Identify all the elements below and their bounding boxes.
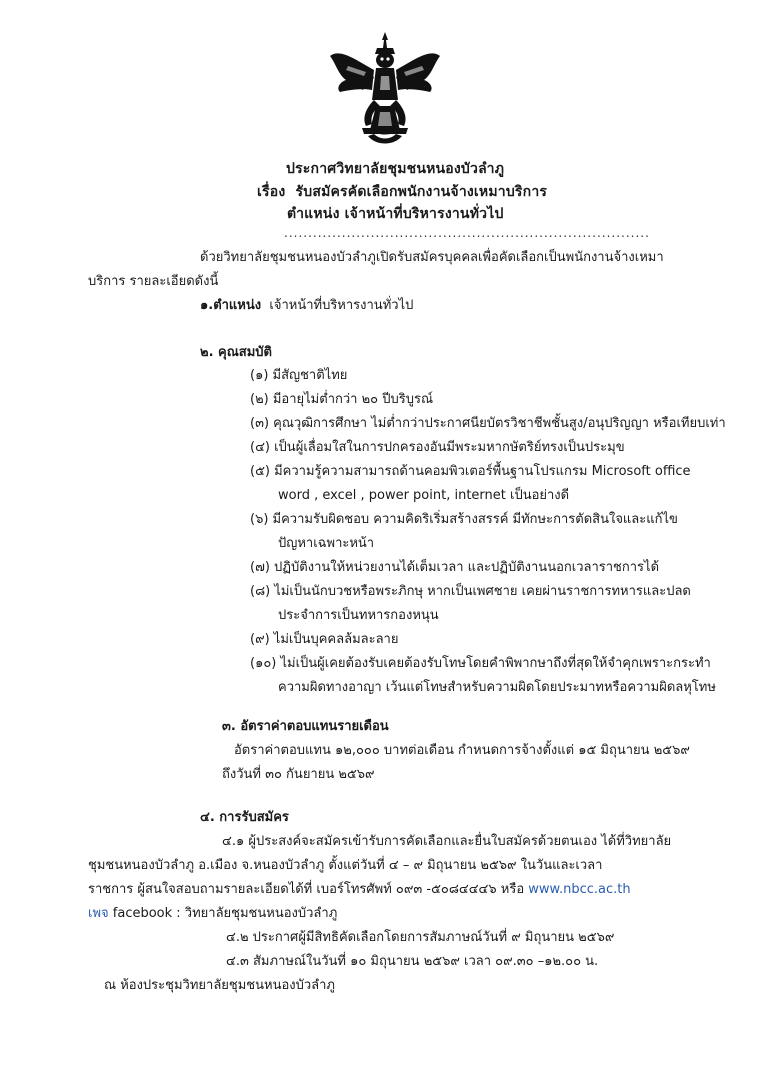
interview-line-2: ณ ห้องประชุมวิทยาลัยชุมชนหนองบัวลำภู — [104, 978, 335, 993]
announce-line: ๔.๒ ประกาศผู้มีสิทธิคัดเลือกโดยการสัมภาษณ์วันที่ ๙ มิถุนายน ๒๕๖๙ — [226, 930, 615, 945]
qualification-item-cont: word , excel , power point, internet เป็นอย่างดี — [278, 488, 570, 503]
section-1-heading: ๑.ตำแหน่ง — [200, 298, 262, 313]
section-2-heading: ๒. คุณสมบัติ — [200, 345, 272, 360]
qualification-item: (๔) เป็นผู้เลื่อมใสในการปกครองอันมีพระมหากษัตริย์ทรงเป็นประมุข — [250, 440, 625, 455]
qualification-item: (๓) คุณวุฒิการศึกษา ไม่ต่ำกว่าประกาศนียบัตรวิชาชีพชั้นสูง/อนุปริญญา หรือเทียบเท่า — [250, 416, 726, 431]
subject-line — [257, 181, 547, 203]
qualification-item: (๙) ไม่เป็นบุคคลล้มละลาย — [250, 632, 399, 647]
qualification-item-cont: ประจำการเป็นทหารกองหนุน — [278, 608, 439, 623]
section-1 — [200, 296, 413, 316]
facebook-text: facebook : วิทยาลัยชุมชนหนองบัวลำภู — [108, 906, 338, 921]
website-link[interactable]: www.nbcc.ac.th — [528, 882, 631, 897]
salary-line-2: ถึงวันที่ ๓๐ กันยายน ๒๕๖๙ — [222, 767, 375, 782]
qualification-item: (๑) มีสัญชาติไทย — [250, 368, 348, 383]
apply-line-2: ชุมชนหนองบัวลำภู อ.เมือง จ.หนองบัวลำภู ตั้งแต่วันที่ ๔ – ๙ มิถุนายน ๒๕๖๙ ในวันและเวลา — [88, 858, 603, 873]
qualification-item: (๗) ปฏิบัติงานให้หน่วยงานได้เต็มเวลา และปฏิบัติงานนอกเวลาราชการได้ — [250, 560, 660, 575]
qualification-item: (๘) ไม่เป็นนักบวชหรือพระภิกษุ หากเป็นเพศชาย เคยผ่านราชการทหารและปลด — [250, 584, 691, 599]
qualification-item: (๒) มีอายุไม่ต่ำกว่า ๒๐ ปีบริบูรณ์ — [250, 392, 434, 407]
qualification-item-cont: ปัญหาเฉพาะหน้า — [278, 536, 375, 551]
subject-prefix: เรื่อง — [257, 184, 286, 200]
qualification-item-cont: ความผิดทางอาญา เว้นแต่โทษสำหรับความผิดโดยประมาทหรือความผิดลหุโทษ — [278, 680, 716, 695]
apply-line-3 — [88, 880, 631, 900]
apply-line-1: ๔.๑ ผู้ประสงค์จะสมัครเข้ารับการคัดเลือกและยื่นใบสมัครด้วยตนเอง ได้ที่วิทยาลัย — [222, 834, 672, 849]
qualification-item: (๕) มีความรู้ความสามารถด้านคอมพิวเตอร์พื้นฐานโปรแกรม Microsoft office — [250, 464, 691, 479]
section-3-heading: ๓. อัตราค่าตอบแทนรายเดือน — [222, 719, 389, 734]
subject-text: รับสมัครคัดเลือกพนักงานจ้างเหมาบริการ — [295, 184, 548, 200]
separator-dots: ............................................................................ — [284, 226, 650, 240]
interview-line-1: ๔.๓ สัมภาษณ์ในวันที่ ๑๐ มิถุนายน ๒๕๖๙ เวลา ๐๙.๓๐ –๑๒.๐๐ น. — [226, 954, 599, 969]
intro-line-2: บริการ รายละเอียดดังนี้ — [88, 274, 219, 289]
apply-line-4 — [88, 904, 337, 924]
qualification-item: (๖) มีความรับผิดชอบ ความคิดริเริ่มสร้างสรรค์ มีทักษะการตัดสินใจและแก้ไข — [250, 512, 678, 527]
qualification-item: (๑๐) ไม่เป็นผู้เคยต้องรับเคยต้องรับโทษโดยคำพิพากษาถึงที่สุดให้จำคุกเพราะกระทำ — [250, 656, 711, 671]
salary-line-1: อัตราค่าตอบแทน ๑๒,๐๐๐ บาทต่อเดือน กำหนดการจ้างตั้งแต่ ๑๕ มิถุนายน ๒๕๖๙ — [234, 743, 690, 758]
intro-line-1: ด้วยวิทยาลัยชุมชนหนองบัวลำภูเปิดรับสมัครบุคคลเพื่อคัดเลือกเป็นพนักงานจ้างเหมา — [200, 250, 664, 265]
position-heading: ตำแหน่ง เจ้าหน้าที่บริหารงานทั่วไป — [287, 206, 504, 222]
page-link[interactable]: เพจ — [88, 906, 109, 921]
garuda-emblem-icon — [326, 30, 444, 148]
apply-line-3-text: ราชการ ผู้สนใจสอบถามรายละเอียดได้ที่ เบอร์โทรศัพท์ ๐๙๓ -๕๐๘๔๔๔๖ หรือ — [88, 882, 529, 897]
announcement-title: ประกาศวิทยาลัยชุมชนหนองบัวลำภู — [286, 161, 505, 177]
section-1-value: เจ้าหน้าที่บริหารงานทั่วไป — [269, 298, 414, 313]
section-4-heading: ๔. การรับสมัคร — [200, 810, 289, 825]
